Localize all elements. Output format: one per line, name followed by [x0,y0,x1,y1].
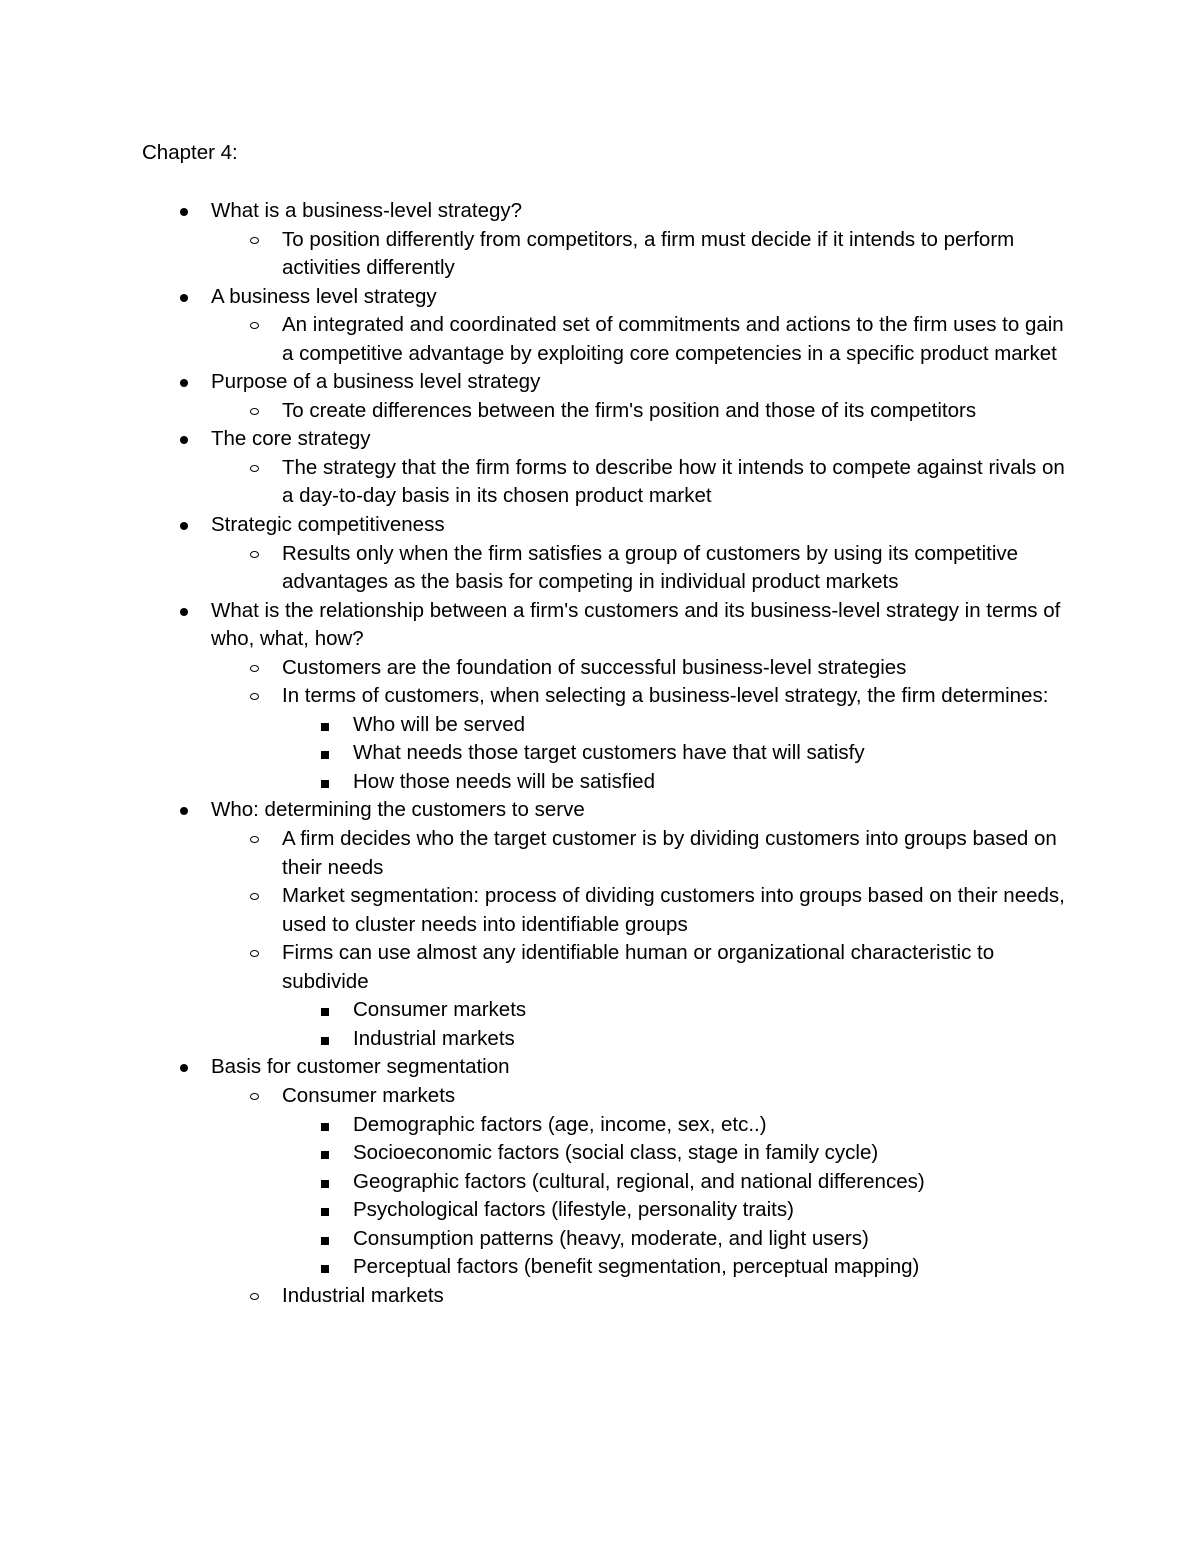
bullet-disc-icon [180,436,188,444]
bullet-disc-icon [180,379,188,387]
list-item [142,283,1072,369]
sub-sub-list-item-text: Perceptual factors (benefit segmentation, perceptual mapping) [353,1255,920,1279]
sub-sub-list [282,711,1072,797]
sub-list-item [211,1082,1072,1282]
sub-list [211,397,1072,426]
list-item [142,368,1072,425]
bullet-circle-icon [250,693,259,700]
sub-list-item-text: Industrial markets [282,1283,444,1307]
sub-list-item [211,454,1072,511]
sub-list [211,1082,1072,1310]
list-item-text: Basis for customer segmentation [211,1055,510,1079]
bullet-circle-icon [250,237,259,244]
list-item-text: Who: determining the customers to serve [211,798,585,822]
list-item-text: Purpose of a business level strategy [211,370,541,394]
sub-list-item [211,397,1072,426]
sub-list [211,226,1072,283]
sub-list-item-text: The strategy that the firm forms to describe how it intends to compete against rivals on a day-to-day basis in its chosen product market [282,455,1065,508]
bullet-circle-icon [250,893,259,900]
bullet-square-icon [321,751,329,759]
sub-list-item [211,1282,1072,1311]
sub-sub-list-item-text: Psychological factors (lifestyle, personality traits) [353,1198,794,1222]
bullet-square-icon [321,723,329,731]
sub-sub-list-item-text: Consumption patterns (heavy, moderate, and light users) [353,1226,869,1250]
sub-sub-list-item [282,1225,1072,1254]
list-item [142,1053,1072,1310]
bullet-square-icon [321,1180,329,1188]
sub-list-item [211,939,1072,1053]
sub-sub-list-item [282,711,1072,740]
sub-list-item-text: An integrated and coordinated set of commitments and actions to the firm uses to gain a competitive advantage by exploiting core competencies in a specific product market [282,313,1064,365]
bullet-square-icon [321,1265,329,1273]
bullet-square-icon [321,1008,329,1016]
bullet-disc-icon [180,807,188,815]
bullet-disc-icon [180,208,188,216]
bullet-circle-icon [250,1093,259,1100]
sub-sub-list-item-text: How those needs will be satisfied [353,769,655,793]
bullet-disc-icon [180,1064,188,1072]
sub-sub-list-item [282,1196,1072,1225]
bullet-circle-icon [250,465,259,472]
sub-sub-list [282,1111,1072,1282]
sub-sub-list-item [282,739,1072,768]
sub-list-item-text: Results only when the firm satisfies a group of customers by using its competitive advantages as the basis for competing in individual product markets [282,541,1019,594]
bullet-square-icon [321,1123,329,1131]
bullet-circle-icon [250,408,259,415]
list-item [142,597,1072,797]
sub-list [211,311,1072,368]
sub-list-item-text: Customers are the foundation of successful business-level strategies [282,655,907,679]
sub-list-item [211,682,1072,796]
sub-sub-list-item [282,1139,1072,1168]
document-page [142,139,1072,1310]
sub-list-item-text: In terms of customers, when selecting a business-level strategy, the firm determines: [282,684,1049,708]
sub-sub-list-item [282,1025,1072,1054]
bullet-disc-icon [180,608,188,616]
bullet-circle-icon [250,665,259,672]
sub-sub-list-item [282,1168,1072,1197]
sub-sub-list-item-text: Industrial markets [353,1026,515,1050]
sub-list-item [211,825,1072,882]
chapter-heading: Chapter 4: [142,141,238,164]
sub-list-item-text: A firm decides who the target customer is by dividing customers into groups based on their needs [282,827,1057,879]
list-item-text: The core strategy [211,427,371,451]
bullet-square-icon [321,1208,329,1216]
sub-list-item-text: Consumer markets [282,1083,456,1107]
sub-list-item-text: To create differences between the firm's position and those of its competitors [282,398,977,422]
sub-list-item [211,882,1072,939]
list-item [142,197,1072,283]
sub-list-item [211,226,1072,283]
sub-list-item [211,654,1072,683]
sub-list [211,825,1072,1053]
sub-sub-list-item-text: Socioeconomic factors (social class, stage in family cycle) [353,1141,879,1165]
list-item [142,511,1072,597]
list-item-text: What is a business-level strategy? [211,199,523,222]
sub-sub-list-item-text: Demographic factors (age, income, sex, etc..) [353,1112,767,1136]
list-item-text: A business level strategy [211,284,437,308]
sub-sub-list [282,996,1072,1053]
bullet-square-icon [321,780,329,788]
bullet-disc-icon [180,522,188,530]
bullet-square-icon [321,1037,329,1045]
bullet-square-icon [321,1151,329,1159]
sub-list-item [211,311,1072,368]
sub-list [211,454,1072,511]
list-item [142,796,1072,1053]
bullet-circle-icon [250,1293,259,1300]
list-item-text: Strategic competitiveness [211,513,445,537]
bullet-circle-icon [250,836,259,843]
list-item [142,425,1072,511]
sub-list [211,540,1072,597]
sub-list-item-text: To position differently from competitors, a firm must decide if it intends to perform activities differently [282,227,1015,280]
sub-sub-list-item-text: What needs those target customers have that will satisfy [353,741,865,765]
sub-sub-list-item-text: Geographic factors (cultural, regional, and national differences) [353,1169,925,1193]
outline-list [142,197,1072,1310]
bullet-circle-icon [250,322,259,329]
sub-sub-list-item [282,768,1072,797]
bullet-circle-icon [250,551,259,558]
sub-sub-list-item [282,996,1072,1025]
sub-sub-list-item [282,1253,1072,1282]
list-item-text: What is the relationship between a firm's customers and its business-level strategy in terms of who, what, how? [211,598,1061,651]
sub-list [211,654,1072,797]
sub-sub-list-item [282,1111,1072,1140]
sub-sub-list-item-text: Consumer markets [353,998,527,1022]
bullet-square-icon [321,1237,329,1245]
bullet-disc-icon [180,294,188,302]
sub-list-item-text: Market segmentation: process of dividing customers into groups based on their needs, used to cluster needs into identifiable groups [282,884,1065,936]
sub-list-item [211,540,1072,597]
bullet-circle-icon [250,950,259,957]
sub-sub-list-item-text: Who will be served [353,712,526,736]
sub-list-item-text: Firms can use almost any identifiable human or organizational characteristic to subdivide [282,941,995,993]
